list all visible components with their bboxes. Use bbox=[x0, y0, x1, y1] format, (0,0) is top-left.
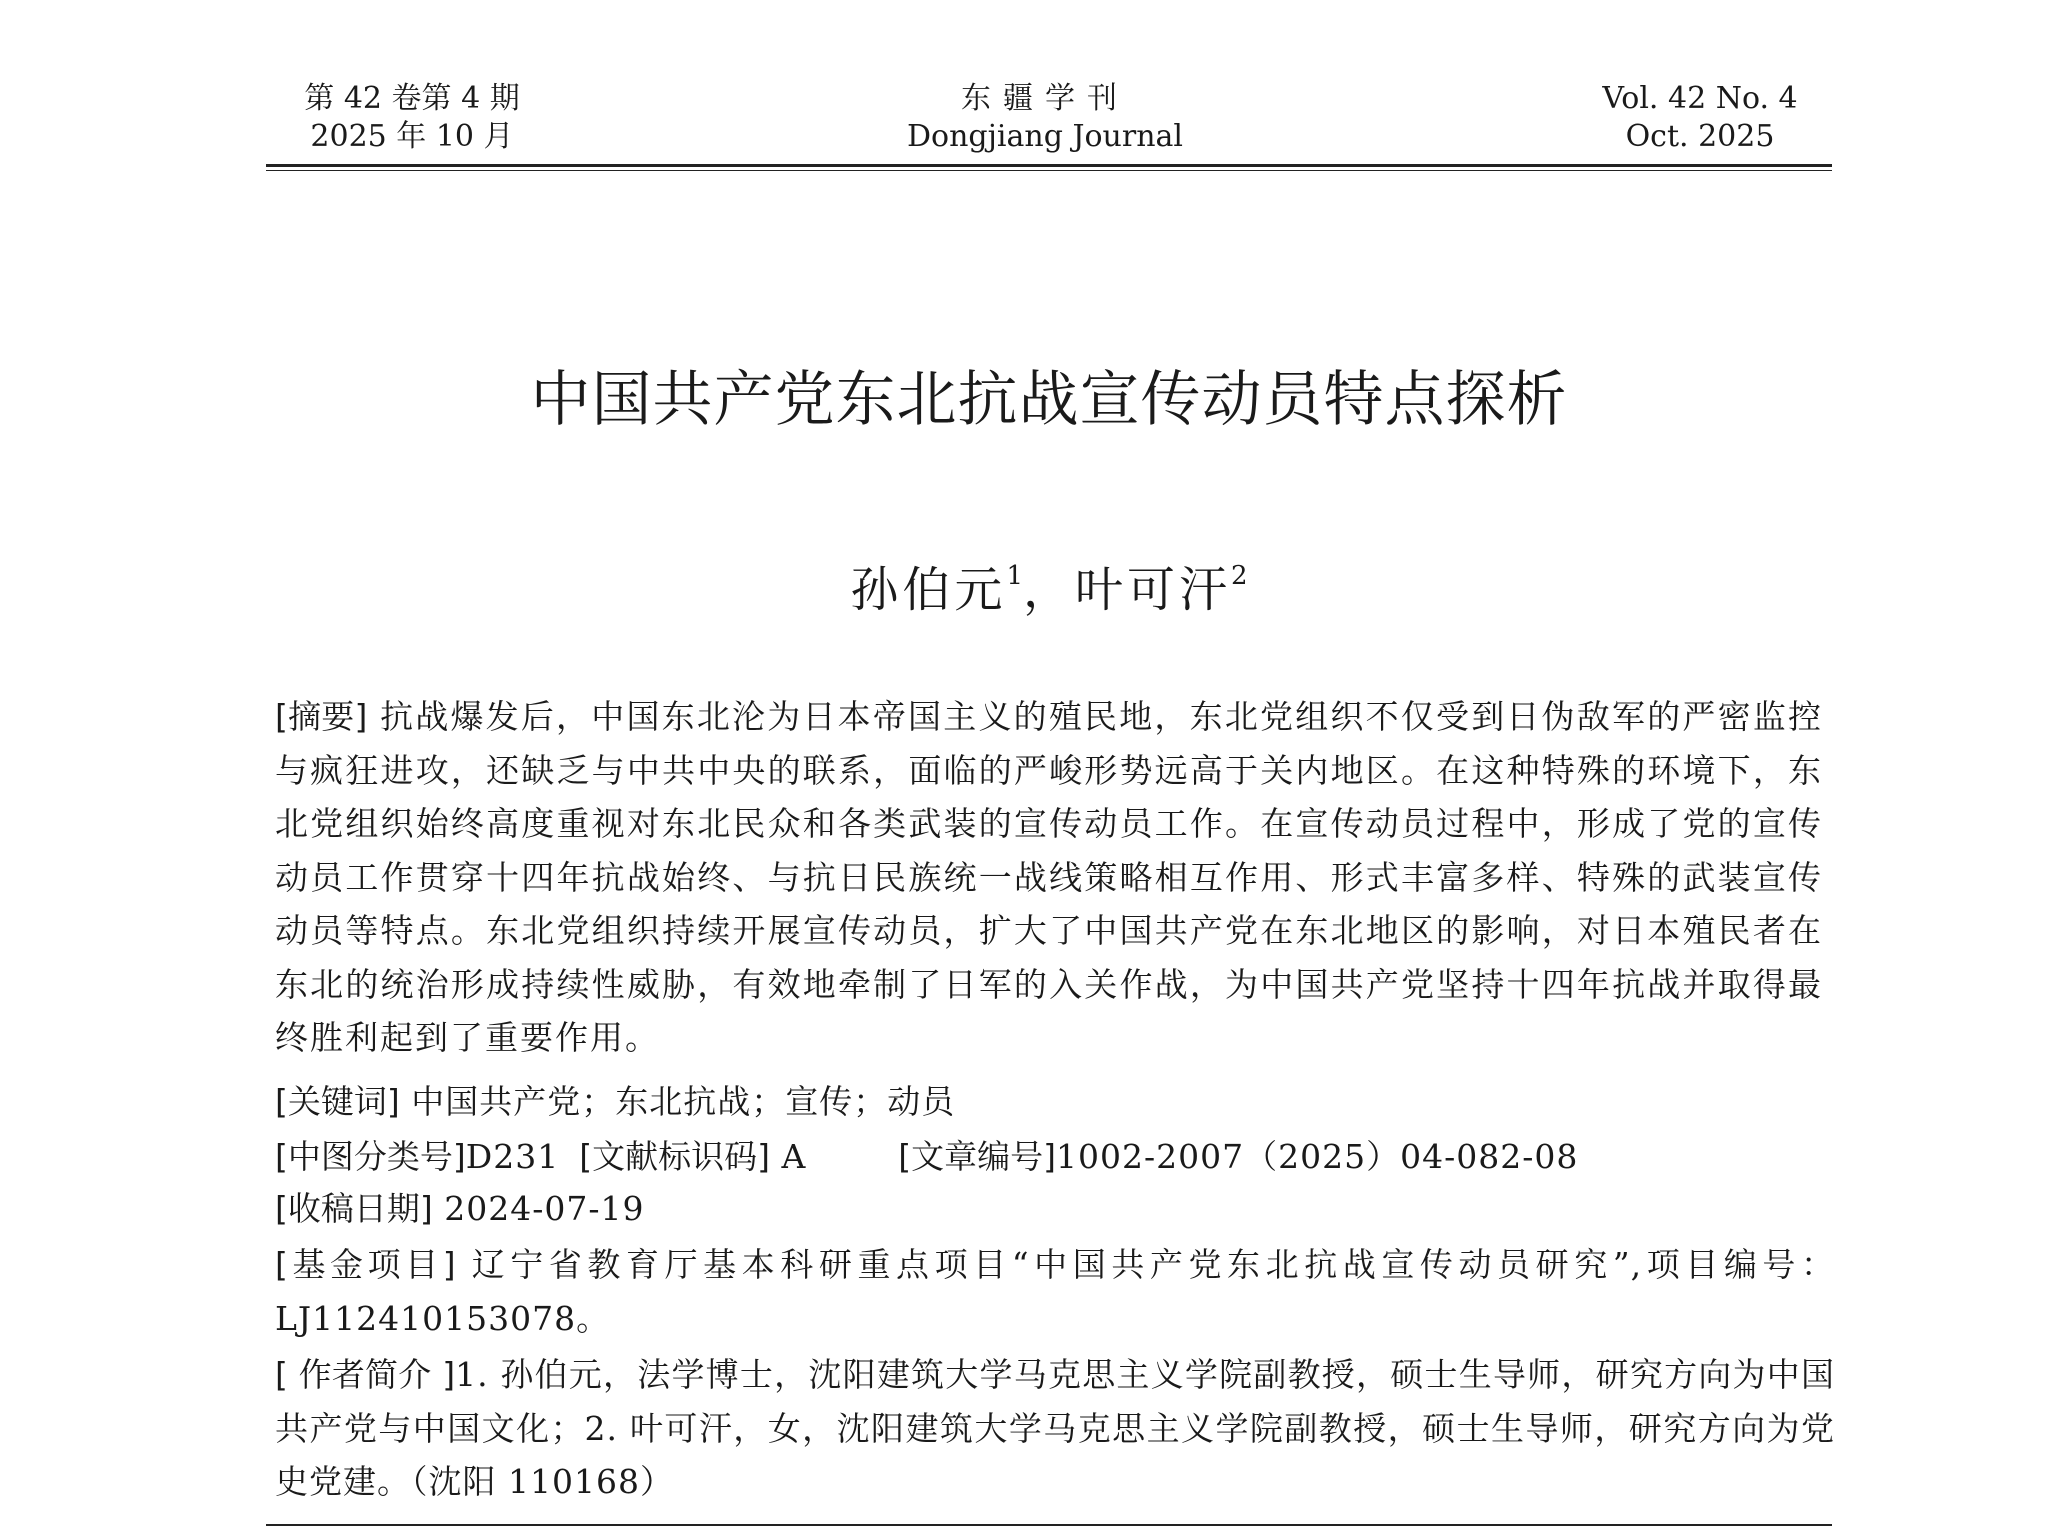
abstract-label: [摘要] bbox=[275, 697, 368, 736]
author-introduction-label: [ 作者简介 ] bbox=[275, 1355, 456, 1394]
fund-project-label: [基金项目] bbox=[275, 1245, 456, 1284]
clc-value: D231 bbox=[465, 1137, 560, 1176]
abstract bbox=[275, 690, 1823, 1065]
header-center bbox=[880, 80, 1210, 156]
doc-code-label: [文献标识码] bbox=[579, 1137, 770, 1176]
author-name: 叶可汗 bbox=[1075, 562, 1232, 618]
volume-issue-en: Vol. 42 No. 4 bbox=[1602, 81, 1798, 116]
footer-rule bbox=[266, 1524, 1832, 1526]
article-number-label: [文章编号] bbox=[898, 1137, 1057, 1176]
header-left bbox=[302, 80, 522, 156]
journal-name-cn: 东疆学刊 bbox=[961, 81, 1129, 116]
clc-label: [中图分类号] bbox=[275, 1137, 466, 1176]
received-date-value: 2024-07-19 bbox=[444, 1189, 645, 1228]
keywords-label: [关键词] bbox=[275, 1082, 400, 1121]
volume-issue-cn: 第 42 卷第 4 期 bbox=[304, 81, 520, 116]
fund-project-text: 辽宁省教育厅基本科研重点项目“中国共产党东北抗战宣传动员研究”,项目编号：LJ112410153078。 bbox=[275, 1245, 1836, 1338]
author-name: 孙伯元 bbox=[850, 562, 1007, 618]
abstract-text: 抗战爆发后，中国东北沦为日本帝国主义的殖民地，东北党组织不仅受到日伪敌军的严密监控与疯狂进攻，还缺乏与中共中央的联系，面临的严峻形势远高于关内地区。在这种特殊的环境下，东北党组织始终高度重视对东北民众和各类武装的宣传动员工作。在宣传动员过程中，形成了党的宣传动员工作贯穿十四年抗战始终、与抗日民族统一战线策略相互作用、形式丰富多样、特殊的武装宣传动员等特点。东北党组织持续开展宣传动员，扩大了中国共产党在东北地区的影响，对日本殖民者在东北的统治形成持续性威胁，有效地牵制了日军的入关作战，为中国共产党坚持十四年抗战并取得最终胜利起到了重要作用。 bbox=[275, 697, 1824, 1057]
author-separator: ， bbox=[1022, 562, 1075, 618]
doc-code-value: A bbox=[781, 1137, 807, 1176]
author-introduction bbox=[275, 1348, 1835, 1509]
date-cn: 2025 年 10 月 bbox=[310, 119, 514, 154]
author-line bbox=[266, 546, 1832, 620]
date-en: Oct. 2025 bbox=[1625, 119, 1775, 154]
author-affiliation-marker: 2 bbox=[1231, 561, 1248, 591]
header-rule-thin bbox=[266, 170, 1832, 171]
fund-project bbox=[275, 1238, 1835, 1345]
received-date bbox=[275, 1182, 1835, 1236]
header-right bbox=[1570, 80, 1830, 156]
author-introduction-text: 1. 孙伯元，法学博士，沈阳建筑大学马克思主义学院副教授，硕士生导师，研究方向为中国共产党与中国文化；2. 叶可汗，女，沈阳建筑大学马克思主义学院副教授，硕士生导师，研究方向为党史党建。（沈阳 110168） bbox=[275, 1355, 1835, 1501]
header-rule-thick bbox=[266, 164, 1832, 167]
author-affiliation-marker: 1 bbox=[1006, 561, 1023, 591]
received-date-label: [收稿日期] bbox=[275, 1189, 433, 1228]
journal-name-en: Dongjiang Journal bbox=[906, 119, 1184, 154]
classification-line bbox=[275, 1130, 1835, 1184]
keywords bbox=[275, 1075, 1835, 1129]
article-number-value: 1002-2007（2025）04-082-08 bbox=[1056, 1137, 1579, 1176]
article-title: 中国共产党东北抗战宣传动员特点探析 bbox=[530, 365, 1568, 435]
keywords-text: 中国共产党；东北抗战；宣传；动员 bbox=[411, 1082, 956, 1121]
